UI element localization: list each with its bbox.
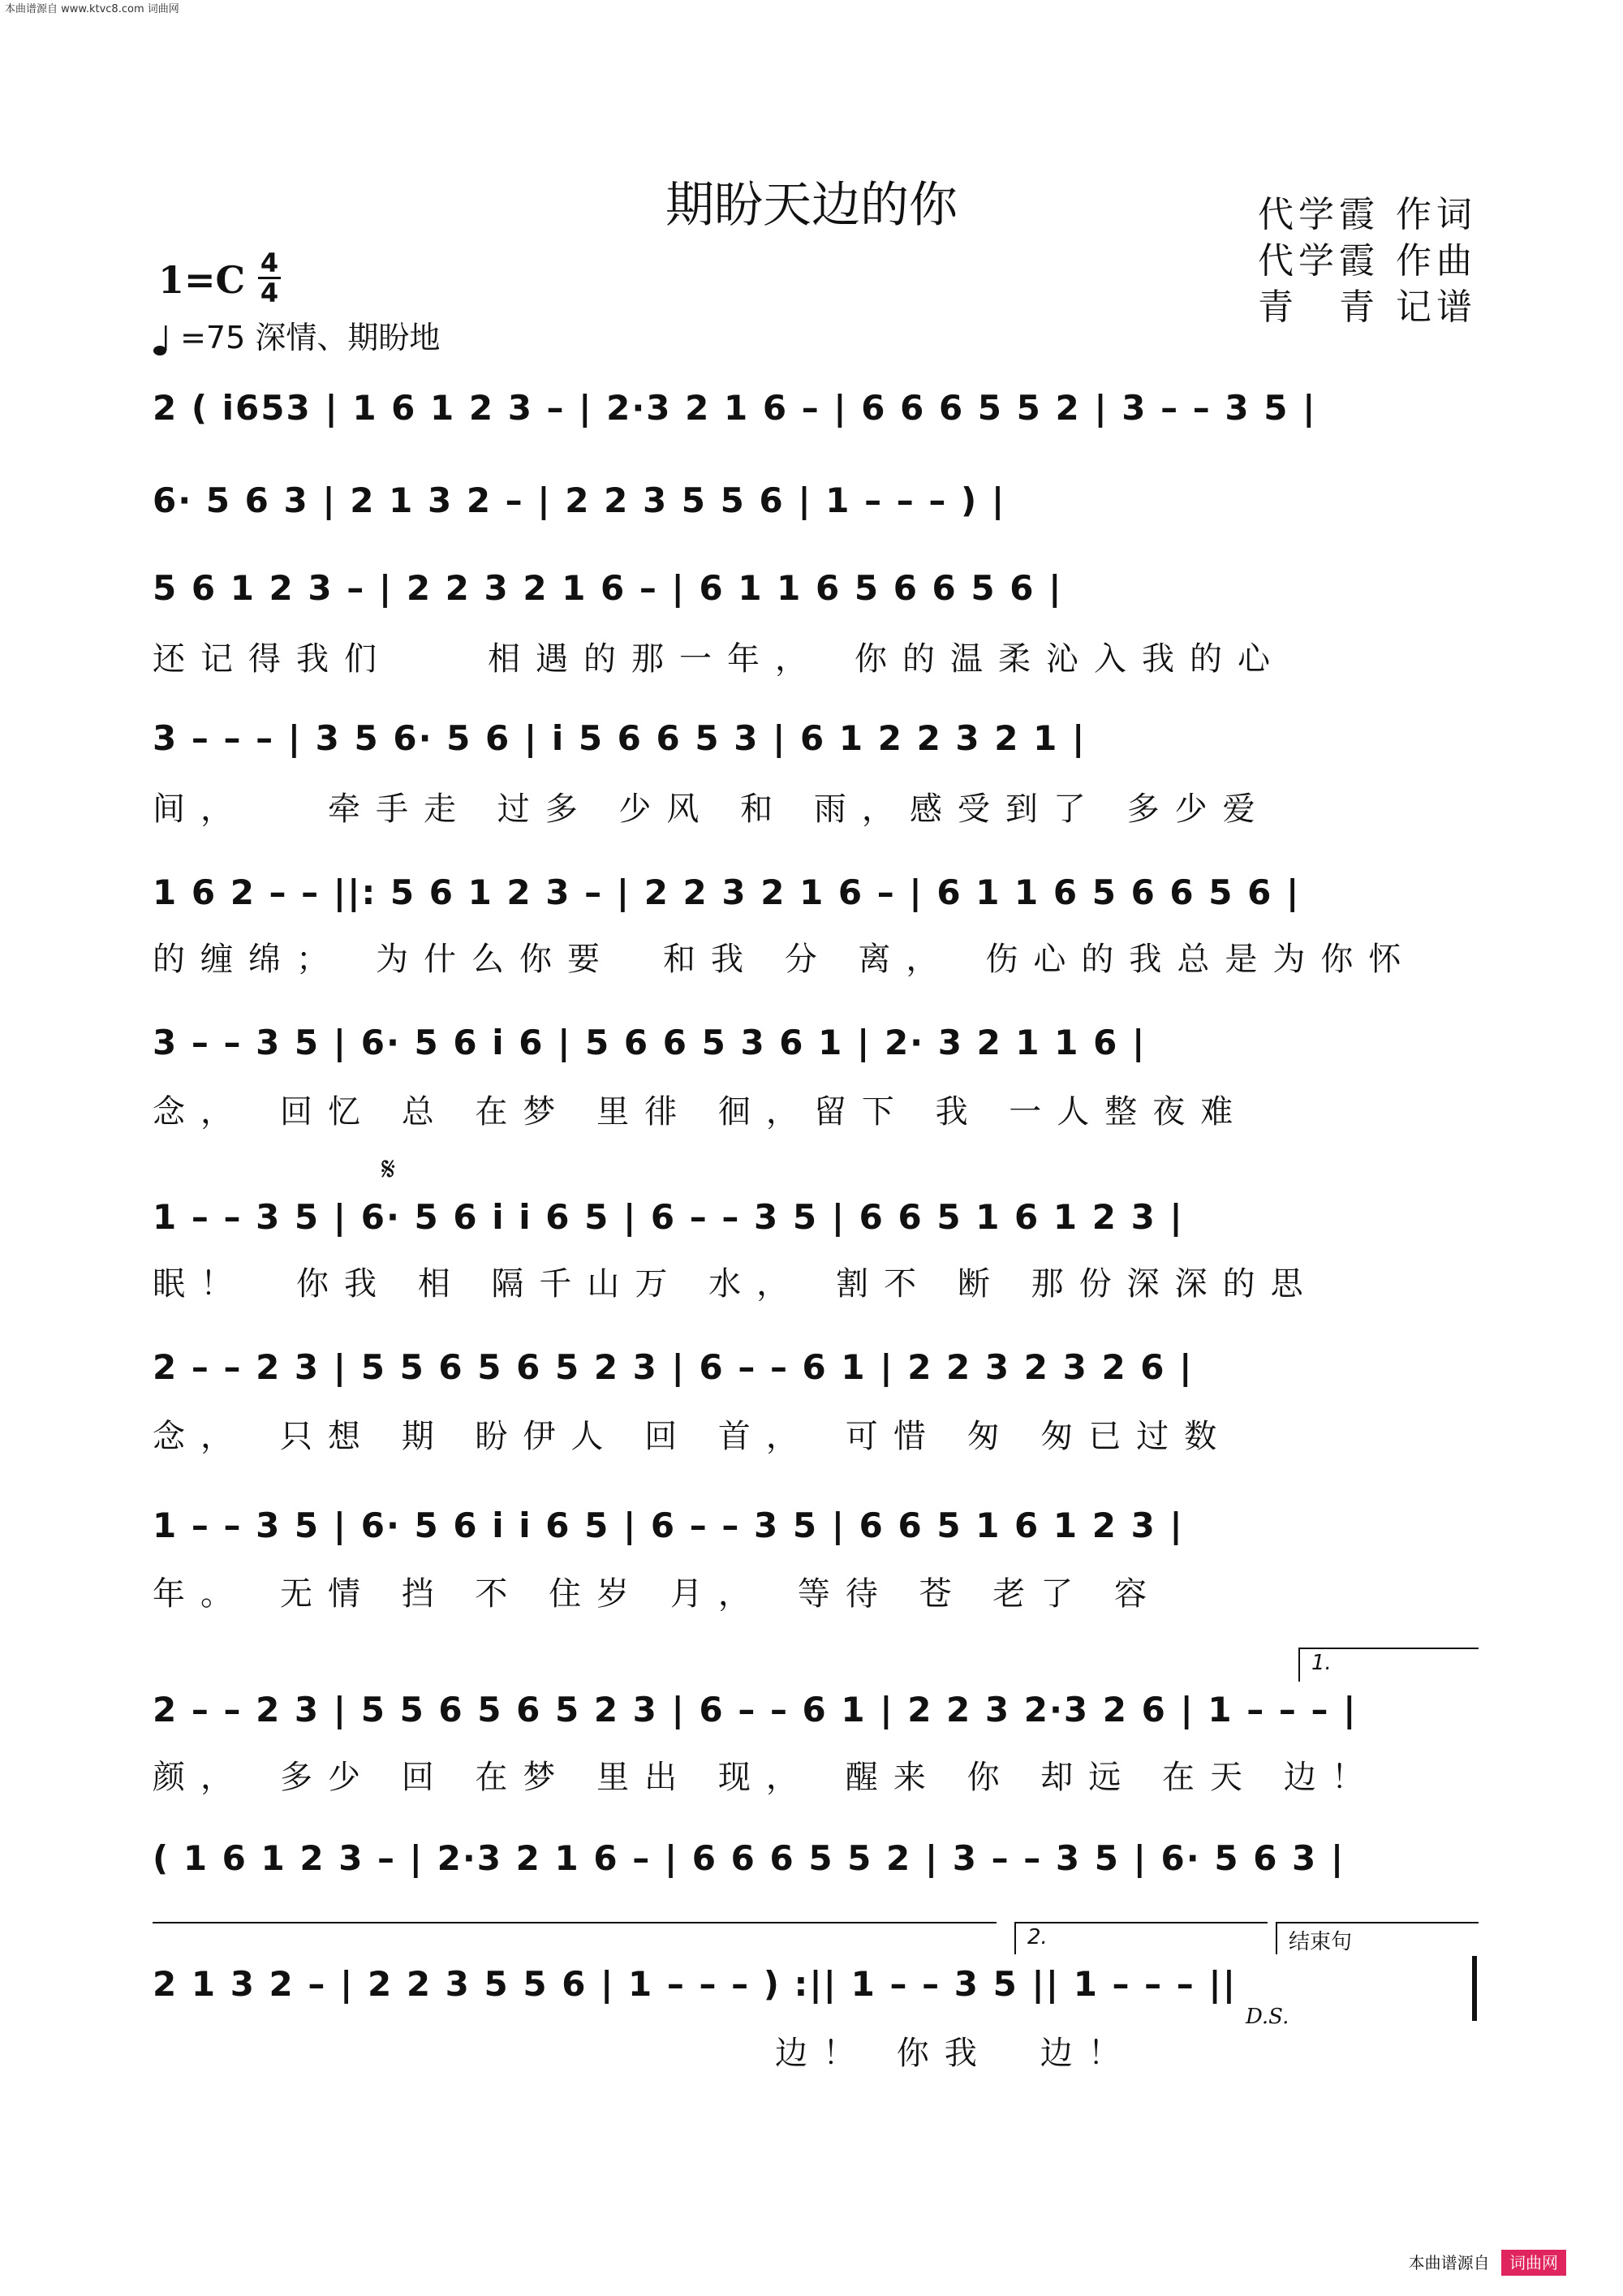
- notes: 2 ( i653 | 1 6 1 2 3 – | 2·3 2 1 6 – | 6 6 6 5 5 2 | 3 – – 3 5 |: [153, 388, 1317, 428]
- notes: 1 – – 3 5 | 6· 5 6 i i 6 5 | 6 – – 3 5 | 6 6 5 1 6 1 2 3 |: [153, 1506, 1184, 1545]
- repeat-span-line: [153, 1922, 997, 1923]
- lyrics-line-10: 颜， 多少 回 在梦 里出 现， 醒来 你 却远 在天 边！: [153, 1759, 1380, 1796]
- notes: 6· 5 6 3 | 2 1 3 2 – | 2 2 3 5 5 6 | 1 – – – ) |: [153, 480, 1006, 520]
- score-line-4: [153, 718, 1475, 791]
- footer-logo: 词曲网: [1501, 2250, 1566, 2276]
- lyrics-line-8: 念， 只想 期 盼伊人 回 首， 可惜 匆 匆已过数: [153, 1418, 1233, 1455]
- notes: 2 – – 2 3 | 5 5 6 5 6 5 2 3 | 6 – – 6 1 | 2 2 3 2 3 2 6 |: [153, 1347, 1194, 1387]
- notes: 3 – – – | 3 5 6· 5 6 | i 5 6 6 5 3 | 6 1 2 2 3 2 1 |: [153, 718, 1087, 758]
- time-signature: [258, 250, 281, 306]
- footer-watermark: [1409, 2250, 1566, 2273]
- coda-label: 结束句: [1289, 1930, 1353, 1954]
- dal-segno-mark: D.S.: [1246, 2005, 1289, 2029]
- footer-left: 本曲谱源自: [1408, 2253, 1490, 2272]
- notes: 2 1 3 2 – | 2 2 3 5 5 6 | 1 – – – ) :|| 1 – – 3 5 || 1 – – – ||: [153, 1964, 1238, 2004]
- score-line-1: [153, 388, 1475, 461]
- quarter-note-icon: [153, 324, 170, 356]
- lyrics-line-3: 还记得我们 相遇的那一年， 你的温柔沁入我的心: [153, 640, 1285, 678]
- notes: 1 – – 3 5 | 6· 5 6 i i 6 5 | 6 – – 3 5 | 6 6 5 1 6 1 2 3 |: [153, 1197, 1184, 1237]
- first-ending-label: 1.: [1311, 1651, 1332, 1675]
- second-ending-label: 2.: [1027, 1925, 1048, 1949]
- lyrics-line-5: 的缠绵； 为什么你要 和我 分 离， 伤心的我总是为你怀: [153, 941, 1417, 978]
- lyricist-credit: 代学霞 作词: [1258, 194, 1477, 235]
- segno-icon: 𝄋: [381, 1151, 396, 1188]
- song-title: 期盼天边的你: [665, 177, 958, 234]
- lyrics-line-9: 年。 无情 挡 不 住岁 月， 等待 苍 老了 容: [153, 1575, 1163, 1613]
- score-line-8: [153, 1347, 1475, 1420]
- lyrics-line-7: 眠！ 你我 相 隔千山万 水， 割不 断 那份深深的思: [153, 1265, 1319, 1303]
- second-ending-bracket: [1014, 1922, 1268, 1954]
- notes: 2 – – 2 3 | 5 5 6 5 6 5 2 3 | 6 – – 6 1 | 2 2 3 2·3 2 6 | 1 – – – |: [153, 1690, 1358, 1730]
- score-line-3: [153, 568, 1475, 641]
- tempo-marking: [153, 312, 440, 357]
- coda-bracket: [1276, 1922, 1479, 1954]
- notes: 1 6 2 – – ||: 5 6 1 2 3 – | 2 2 3 2 1 6 – | 6 1 1 6 5 6 6 5 6 |: [153, 872, 1301, 912]
- time-signature-bottom: 4: [260, 278, 279, 308]
- composer-credit: 代学霞 作曲: [1258, 240, 1477, 282]
- notes: 3 – – 3 5 | 6· 5 6 i 6 | 5 6 6 5 3 6 1 | 2· 3 2 1 1 6 |: [153, 1023, 1147, 1062]
- notes: ( 1 6 1 2 3 – | 2·3 2 1 6 – | 6 6 6 5 5 2 | 3 – – 3 5 | 6· 5 6 3 |: [153, 1838, 1345, 1878]
- notes: 5 6 1 2 3 – | 2 2 3 2 1 6 – | 6 1 1 6 5 6 6 5 6 |: [153, 568, 1063, 608]
- first-ending-bracket: [1298, 1648, 1479, 1682]
- score-line-2: [153, 480, 1475, 554]
- lyrics-line-6: 念， 回忆 总 在梦 里徘 徊，留下 我 一人整夜难: [153, 1093, 1249, 1131]
- key-signature: 1=C: [158, 258, 246, 302]
- transcriber-credit: 青 青 记谱: [1258, 286, 1477, 328]
- tempo-text: =75 深情、期盼地: [180, 320, 441, 355]
- header-watermark: 本曲谱源自 www.ktvc8.com 词曲网: [5, 3, 179, 15]
- lyrics-line-12: 边！ 你我 边！: [153, 2035, 1136, 2072]
- score-line-11: [153, 1838, 1475, 1911]
- time-signature-top: 4: [260, 248, 279, 278]
- lyrics-line-4: 间， 牵手走 过多 少风 和 雨，感受到了 多少爱: [153, 790, 1271, 828]
- final-barline: [1472, 1956, 1477, 2021]
- score-line-6: [153, 1023, 1475, 1096]
